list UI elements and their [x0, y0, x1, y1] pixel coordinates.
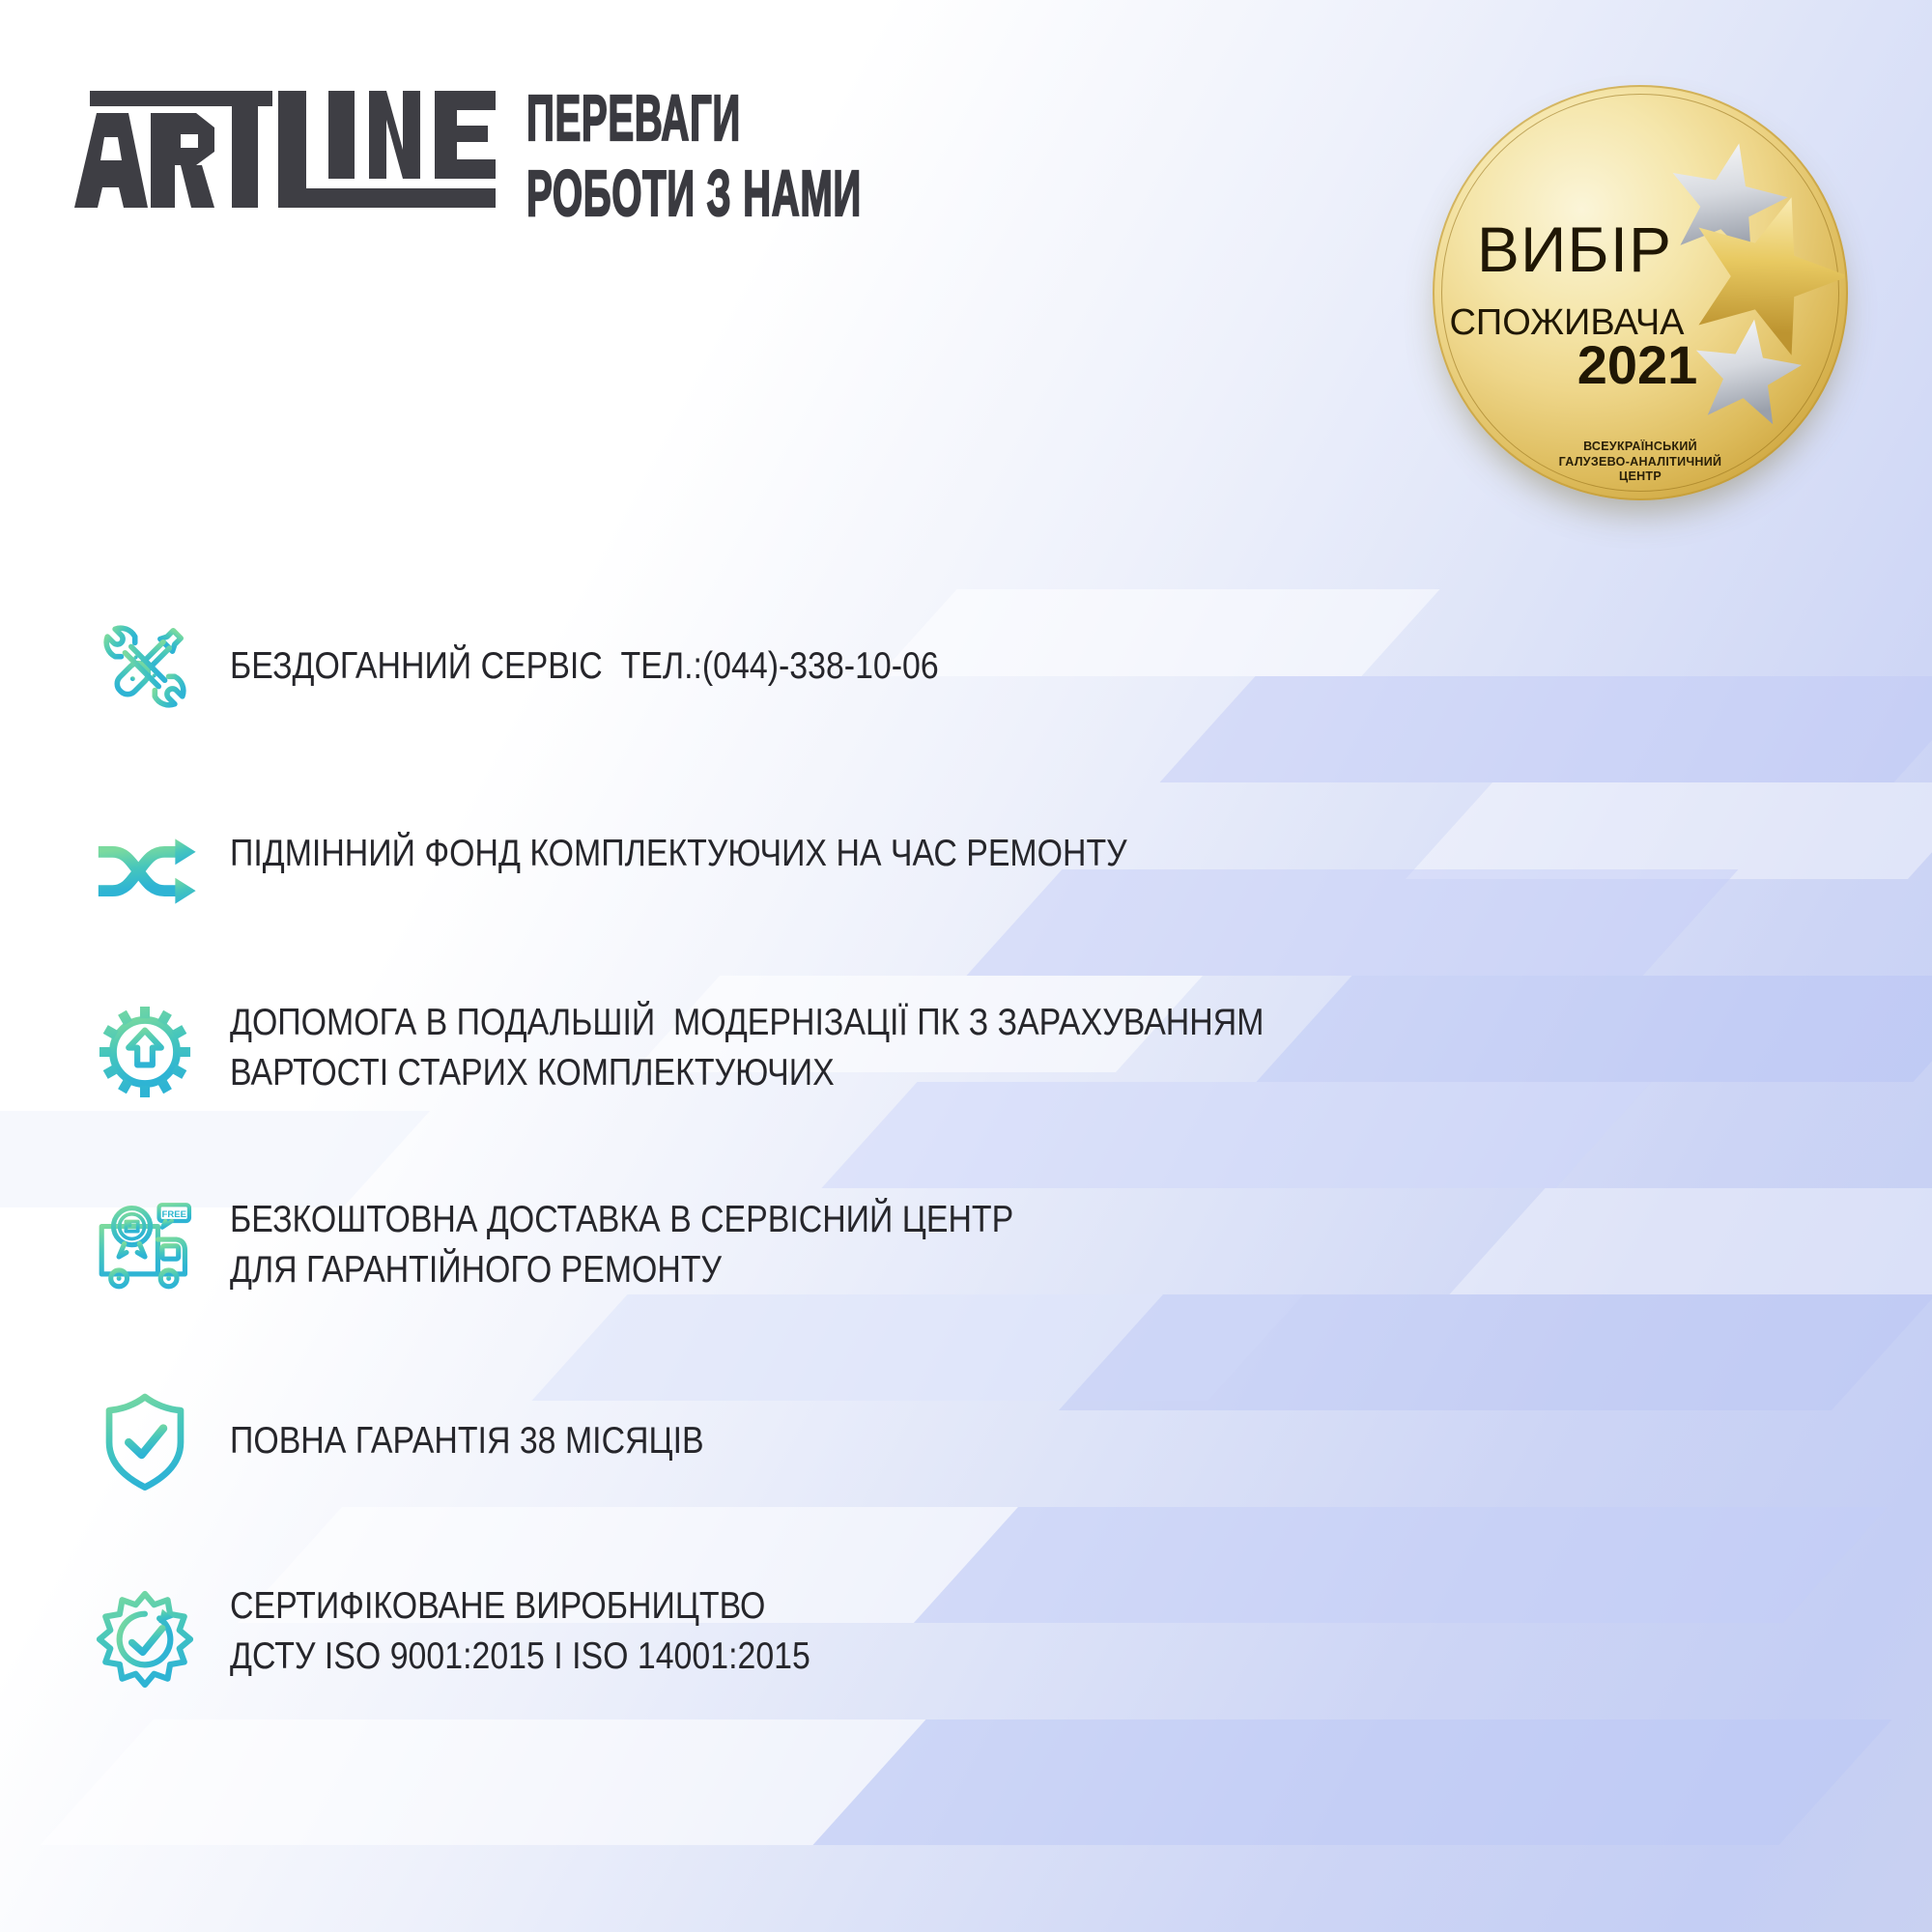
benefit-item-replacement-fund — [230, 829, 1127, 879]
award-subtitle: СПОЖИВАЧА — [1449, 302, 1685, 343]
benefit-item-free-delivery — [230, 1195, 1013, 1295]
tagline-line2: РОБОТИ З НАМИ — [526, 157, 862, 230]
award-title: ВИБІР — [1476, 213, 1673, 285]
award-org — [1433, 440, 1848, 485]
bg-shape — [1059, 1294, 1932, 1410]
artline-logo — [68, 82, 512, 217]
bg-shape — [812, 1719, 1891, 1845]
free-badge-label: FREE — [161, 1209, 186, 1221]
award-org-line1: ВСЕУКРАЇНСЬКИЙ — [1583, 440, 1697, 453]
benefit-item-service — [230, 641, 939, 692]
bg-shape — [878, 589, 1439, 676]
tools-icon — [91, 612, 199, 721]
benefit-line: ПІДМІННИЙ ФОНД КОМПЛЕКТУЮЧИХ НА ЧАС РЕМОНТУ — [230, 833, 1127, 874]
bg-shape — [0, 1111, 430, 1208]
shuffle-icon — [91, 817, 199, 925]
tagline-line1: ПЕРЕВАГИ — [526, 82, 741, 155]
bg-shape — [1449, 1188, 1932, 1294]
bg-shape — [966, 869, 1738, 976]
benefit-line: БЕЗКОШТОВНА ДОСТАВКА В СЕРВІСНИЙ ЦЕНТР — [230, 1199, 1014, 1240]
benefit-line: СЕРТИФІКОВАНЕ ВИРОБНИЦТВО — [230, 1585, 766, 1627]
bg-shape — [1159, 676, 1932, 782]
certified-seal-icon — [91, 1585, 199, 1693]
bg-shape — [1256, 976, 1932, 1082]
bg-shape — [914, 1507, 1888, 1623]
bg-shape — [1406, 782, 1932, 879]
upgrade-gear-icon — [91, 998, 199, 1106]
benefit-item-upgrade — [230, 998, 1264, 1098]
award-org-line2: ГАЛУЗЕВО-АНАЛІТИЧНИЙ — [1558, 454, 1722, 469]
benefit-line: БЕЗДОГАННИЙ СЕРВІС ТЕЛ.:(044)-338-10-06 — [230, 645, 939, 687]
benefit-line: ПОВНА ГАРАНТІЯ 38 МІСЯЦІВ — [230, 1420, 704, 1462]
benefit-item-certified — [230, 1581, 810, 1682]
bg-shape — [40, 1719, 925, 1845]
free-badge — [159, 1205, 189, 1228]
benefit-line: ВАРТОСТІ СТАРИХ КОМПЛЕКТУЮЧИХ — [230, 1052, 835, 1094]
benefit-line: ДОПОМОГА В ПОДАЛЬШІЙ МОДЕРНІЗАЦІЇ ПК З ЗАРАХУВАННЯМ — [230, 1002, 1264, 1043]
award-year: 2021 — [1577, 334, 1698, 395]
free-delivery-truck-icon — [91, 1194, 199, 1302]
medal-stars — [1433, 85, 1848, 500]
benefit-line: ДЛЯ ГАРАНТІЙНОГО РЕМОНТУ — [230, 1249, 723, 1291]
shield-check-icon — [91, 1387, 199, 1495]
award-org-line3: ЦЕНТР — [1619, 469, 1662, 483]
benefit-line: ДСТУ ISO 9001:2015 І ISO 14001:2015 — [230, 1635, 810, 1677]
award-medal — [1433, 85, 1848, 500]
logo-glyphs — [74, 91, 496, 208]
benefit-item-warranty — [230, 1416, 704, 1466]
brand-tagline — [526, 81, 862, 232]
